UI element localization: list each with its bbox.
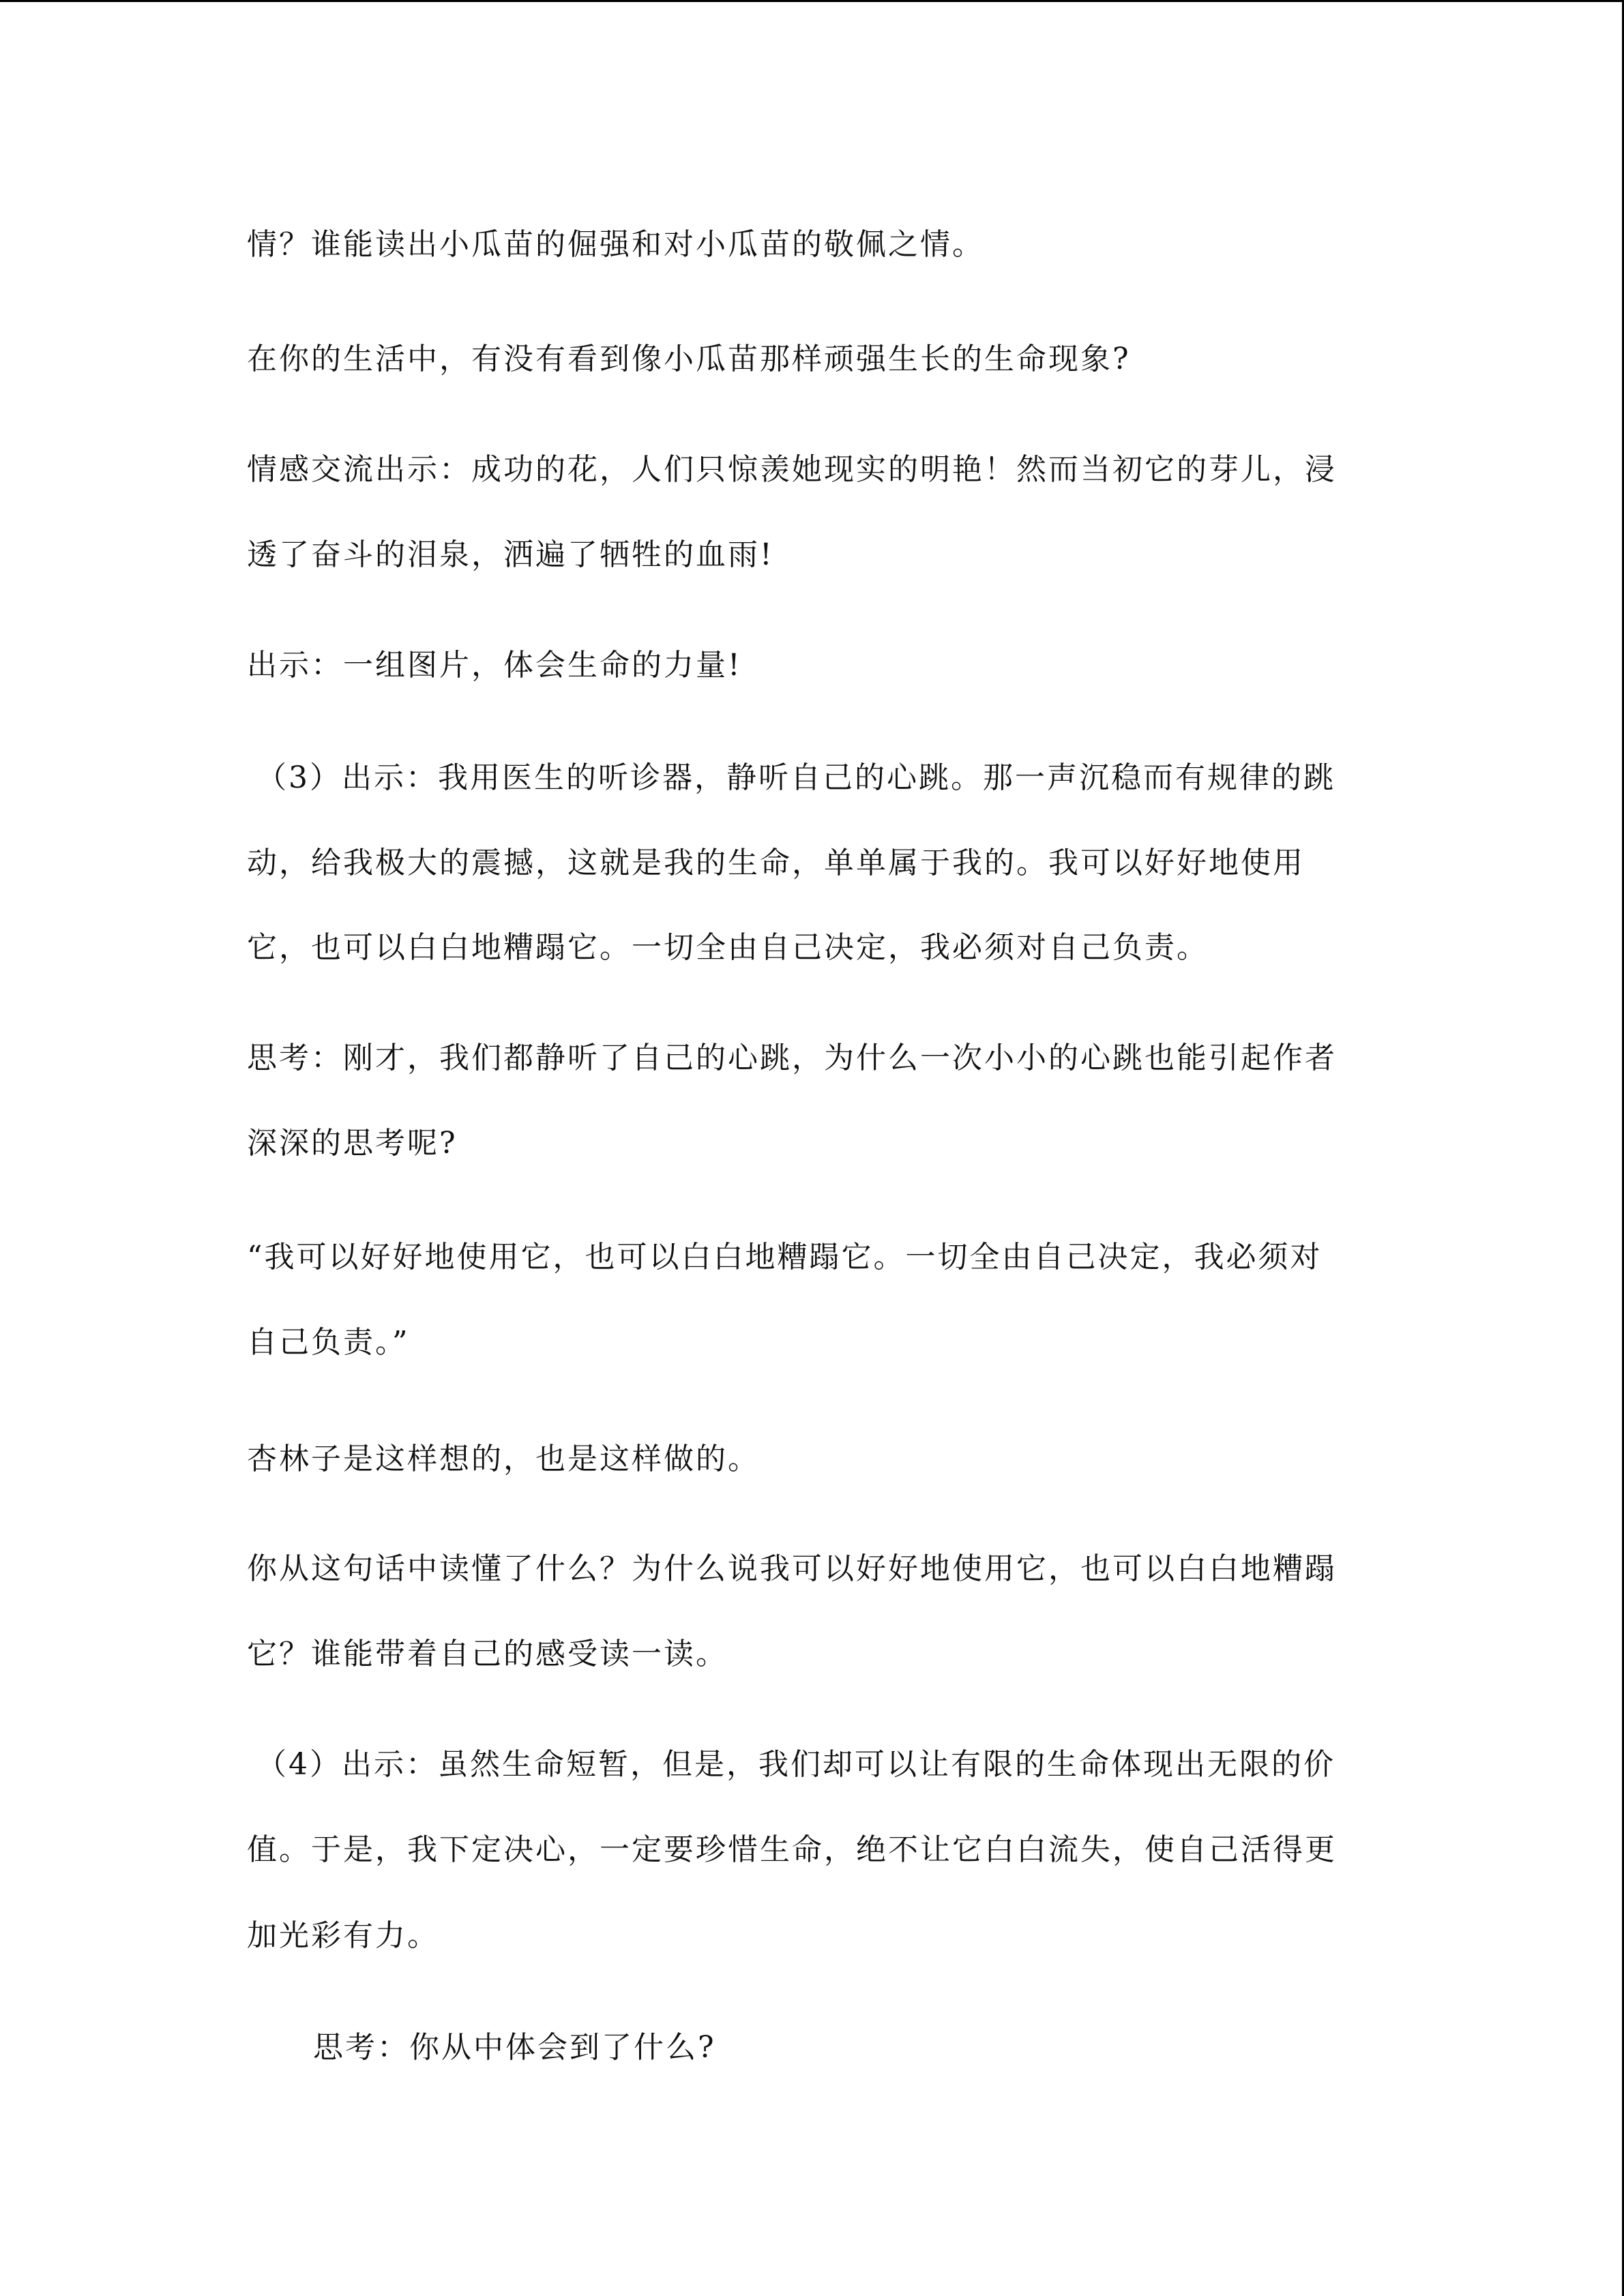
paragraph-line: 出示：一组图片，体会生命的力量! — [247, 648, 742, 683]
paragraph-line: 情？谁能读出小瓜苗的倔强和对小瓜苗的敬佩之情。 — [247, 227, 984, 262]
paragraph-line: 情感交流出示：成功的花，人们只惊羡她现实的明艳！然而当初它的芽儿，浸 — [247, 452, 1337, 487]
paragraph-line: 它，也可以白白地糟蹋它。一切全由自己决定，我必须对自己负责。 — [247, 930, 1209, 965]
paragraph-line: 加光彩有力。 — [247, 1918, 439, 1953]
paragraph-line: 深深的思考呢? — [247, 1126, 458, 1161]
paragraph-line: 思考：刚才，我们都静听了自己的心跳，为什么一次小小的心跳也能引起作者 — [247, 1041, 1337, 1075]
paragraph-line: 透了奋斗的泪泉，洒遍了牺牲的血雨! — [247, 537, 774, 572]
paragraph-line: “我可以好好地使用它，也可以白白地糟蹋它。一切全由自己决定，我必须对 — [247, 1240, 1323, 1274]
paragraph-line: 思考：你从中体会到了什么? — [313, 2030, 716, 2065]
paragraph-line: 在你的生活中，有没有看到像小瓜苗那样顽强生长的生命现象? — [247, 342, 1131, 376]
paragraph-line: （3）出示：我用医生的听诊器，静听自己的心跳。那一声沉稳而有规律的跳 — [256, 760, 1335, 795]
paragraph-line: 你从这句话中读懂了什么？为什么说我可以好好地使用它，也可以白白地糟蹋 — [247, 1551, 1337, 1586]
paragraph-line: 它？谁能带着自己的感受读一读。 — [247, 1637, 728, 1671]
paragraph-line: （4）出示：虽然生命短暂，但是，我们却可以让有限的生命体现出无限的价 — [256, 1747, 1335, 1782]
paragraph-line: 自己负责。” — [247, 1325, 410, 1360]
paragraph-line: 动，给我极大的震撼，这就是我的生命，单单属于我的。我可以好好地使用 — [247, 846, 1305, 880]
paragraph-line: 值。于是，我下定决心，一定要珍惜生命，绝不让它白白流失，使自己活得更 — [247, 1832, 1337, 1867]
paragraph-line: 杏林子是这样想的，也是这样做的。 — [247, 1442, 760, 1476]
